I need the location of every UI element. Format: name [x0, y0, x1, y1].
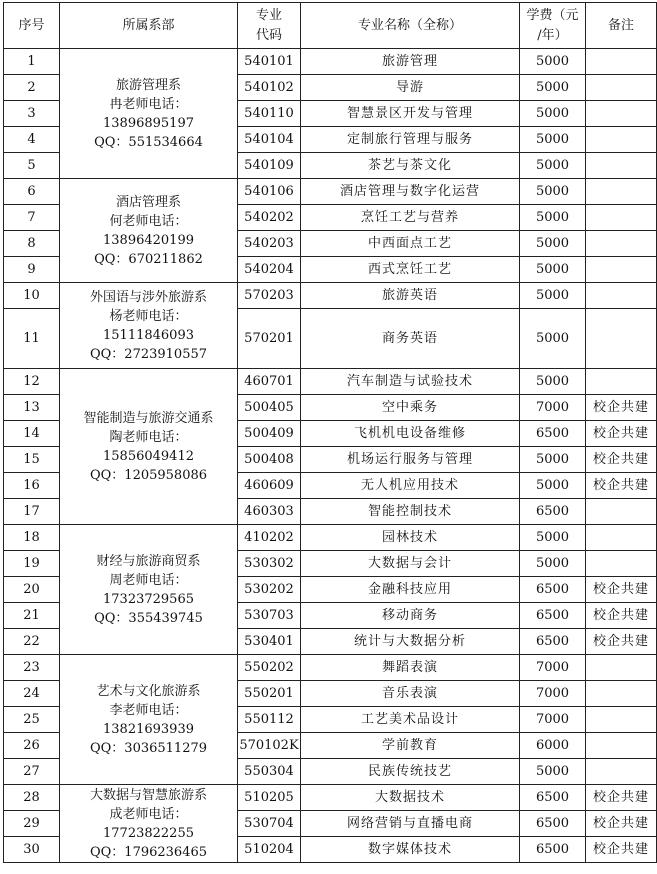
fee-cell: 5000: [520, 283, 586, 309]
dept-qq: QQ：670211862: [94, 251, 203, 267]
note-cell: 校企共建: [586, 447, 657, 473]
fee-cell: 5000: [520, 447, 586, 473]
dept-phone: 13821693939: [103, 721, 194, 737]
code-cell: 550112: [238, 707, 301, 733]
dept-qq: QQ：1205958086: [89, 467, 208, 483]
note-cell: 校企共建: [586, 811, 657, 837]
seq-cell: 10: [4, 283, 60, 309]
note-cell: [586, 681, 657, 707]
dept-cell: [60, 283, 238, 369]
code-cell: 540203: [238, 231, 301, 257]
code-cell: 500408: [238, 447, 301, 473]
code-cell: 500405: [238, 395, 301, 421]
header-code: [238, 3, 301, 49]
note-cell: 校企共建: [586, 785, 657, 811]
note-cell: 校企共建: [586, 577, 657, 603]
note-cell: 校企共建: [586, 629, 657, 655]
fee-cell: 7000: [520, 655, 586, 681]
note-cell: 校企共建: [586, 473, 657, 499]
note-cell: [586, 499, 657, 525]
seq-cell: 21: [4, 603, 60, 629]
dept-qq: QQ：551534664: [94, 134, 203, 150]
dept-name: 大数据与智慧旅游系: [89, 787, 207, 803]
name-cell: 金融科技应用: [301, 577, 520, 603]
fee-cell: 5000: [520, 525, 586, 551]
fee-cell: 7000: [520, 707, 586, 733]
note-cell: [586, 257, 657, 283]
dept-qq: QQ：2723910557: [89, 346, 208, 362]
fee-cell: 5000: [520, 231, 586, 257]
header-fee-line1: 学费（元: [526, 7, 579, 23]
note-cell: [586, 127, 657, 153]
fee-cell: 5000: [520, 257, 586, 283]
seq-cell: 17: [4, 499, 60, 525]
code-cell: 540102: [238, 75, 301, 101]
fee-cell: 5000: [520, 153, 586, 179]
dept-contact: 周老师电话：: [109, 572, 188, 588]
table-row: [4, 369, 657, 395]
fee-cell: 5000: [520, 179, 586, 205]
name-cell: 统计与大数据分析: [301, 629, 520, 655]
note-cell: 校企共建: [586, 603, 657, 629]
note-cell: [586, 101, 657, 127]
code-cell: 540106: [238, 179, 301, 205]
code-cell: 550304: [238, 759, 301, 785]
note-cell: [586, 75, 657, 101]
name-cell: 旅游管理: [301, 49, 520, 75]
dept-cell: [60, 369, 238, 525]
code-cell: 540202: [238, 205, 301, 231]
code-cell: 540101: [238, 49, 301, 75]
note-cell: [586, 179, 657, 205]
fee-cell: 6500: [520, 811, 586, 837]
code-cell: 540204: [238, 257, 301, 283]
fee-cell: 6000: [520, 733, 586, 759]
fee-cell: 6500: [520, 837, 586, 863]
name-cell: 无人机应用技术: [301, 473, 520, 499]
name-cell: 旅游英语: [301, 283, 520, 309]
header-name: 专业名称（全称）: [301, 3, 520, 49]
seq-cell: 23: [4, 655, 60, 681]
fee-cell: 6500: [520, 499, 586, 525]
note-cell: [586, 205, 657, 231]
name-cell: 酒店管理与数字化运营: [301, 179, 520, 205]
dept-cell: [60, 179, 238, 283]
code-cell: 570201: [238, 309, 301, 369]
dept-cell: [60, 49, 238, 179]
header-dept: 所属系部: [60, 3, 238, 49]
name-cell: 音乐表演: [301, 681, 520, 707]
name-cell: 中西面点工艺: [301, 231, 520, 257]
table-row: [4, 49, 657, 75]
dept-cell: [60, 785, 238, 863]
fee-cell: 5000: [520, 205, 586, 231]
dept-name: 艺术与文化旅游系: [96, 683, 201, 699]
dept-contact: 冉老师电话：: [109, 96, 188, 112]
fee-cell: 6500: [520, 421, 586, 447]
name-cell: 烹饪工艺与营养: [301, 205, 520, 231]
name-cell: 智慧景区开发与管理: [301, 101, 520, 127]
note-cell: [586, 707, 657, 733]
table-row: [4, 655, 657, 681]
name-cell: 西式烹饪工艺: [301, 257, 520, 283]
seq-cell: 6: [4, 179, 60, 205]
dept-phone: 15856049412: [103, 448, 194, 464]
fee-cell: 6500: [520, 785, 586, 811]
fee-cell: 5000: [520, 49, 586, 75]
name-cell: 网络营销与直播电商: [301, 811, 520, 837]
name-cell: 茶艺与茶文化: [301, 153, 520, 179]
note-cell: [586, 655, 657, 681]
name-cell: 导游: [301, 75, 520, 101]
header-code-line1: 专业: [255, 7, 282, 23]
fee-cell: 7000: [520, 681, 586, 707]
seq-cell: 25: [4, 707, 60, 733]
seq-cell: 7: [4, 205, 60, 231]
name-cell: 工艺美术品设计: [301, 707, 520, 733]
note-cell: [586, 551, 657, 577]
fee-cell: 6500: [520, 603, 586, 629]
table-row: [4, 785, 657, 811]
seq-cell: 9: [4, 257, 60, 283]
fee-cell: 6500: [520, 629, 586, 655]
seq-cell: 30: [4, 837, 60, 863]
code-cell: 500409: [238, 421, 301, 447]
name-cell: 学前教育: [301, 733, 520, 759]
seq-cell: 18: [4, 525, 60, 551]
fee-cell: 5000: [520, 473, 586, 499]
seq-cell: 4: [4, 127, 60, 153]
code-cell: 530703: [238, 603, 301, 629]
dept-qq: QQ：355439745: [94, 610, 203, 626]
name-cell: 数字媒体技术: [301, 837, 520, 863]
code-cell: 460609: [238, 473, 301, 499]
code-cell: 540110: [238, 101, 301, 127]
note-cell: [586, 369, 657, 395]
dept-phone: 17723822255: [103, 825, 194, 841]
dept-contact: 李老师电话：: [109, 702, 188, 718]
code-cell: 530202: [238, 577, 301, 603]
dept-name: 智能制造与旅游交通系: [83, 410, 214, 426]
note-cell: [586, 283, 657, 309]
dept-phone: 15111846093: [103, 327, 194, 343]
note-cell: 校企共建: [586, 421, 657, 447]
dept-contact: 成老师电话：: [109, 806, 188, 822]
note-cell: [586, 733, 657, 759]
note-cell: 校企共建: [586, 395, 657, 421]
seq-cell: 29: [4, 811, 60, 837]
code-cell: 540104: [238, 127, 301, 153]
code-cell: 540109: [238, 153, 301, 179]
code-cell: 570102K: [238, 733, 301, 759]
seq-cell: 22: [4, 629, 60, 655]
seq-cell: 13: [4, 395, 60, 421]
name-cell: 大数据与会计: [301, 551, 520, 577]
code-cell: 550202: [238, 655, 301, 681]
name-cell: 园林技术: [301, 525, 520, 551]
seq-cell: 2: [4, 75, 60, 101]
dept-name: 旅游管理系: [115, 77, 181, 93]
name-cell: 机场运行服务与管理: [301, 447, 520, 473]
code-cell: 510204: [238, 837, 301, 863]
seq-cell: 27: [4, 759, 60, 785]
major-fee-table: [3, 2, 657, 863]
header-code-line2: 代码: [255, 27, 282, 43]
dept-cell: [60, 655, 238, 785]
note-cell: [586, 49, 657, 75]
fee-cell: 5000: [520, 551, 586, 577]
table-header-row: [4, 3, 657, 49]
dept-cell: [60, 525, 238, 655]
seq-cell: 24: [4, 681, 60, 707]
header-seq: 序号: [4, 3, 60, 49]
seq-cell: 19: [4, 551, 60, 577]
code-cell: 510205: [238, 785, 301, 811]
table-row: [4, 525, 657, 551]
table-row: [4, 283, 657, 309]
code-cell: 460303: [238, 499, 301, 525]
name-cell: 空中乘务: [301, 395, 520, 421]
dept-contact: 何老师电话：: [109, 213, 188, 229]
code-cell: 550201: [238, 681, 301, 707]
note-cell: [586, 759, 657, 785]
header-fee-line2: /年）: [537, 27, 568, 43]
dept-contact: 杨老师电话：: [109, 308, 188, 324]
fee-cell: 5000: [520, 101, 586, 127]
seq-cell: 28: [4, 785, 60, 811]
code-cell: 530302: [238, 551, 301, 577]
fee-cell: 5000: [520, 309, 586, 369]
dept-phone: 17323729565: [103, 591, 194, 607]
header-fee: [520, 3, 586, 49]
dept-phone: 13896895197: [103, 115, 194, 131]
seq-cell: 14: [4, 421, 60, 447]
name-cell: 民族传统技艺: [301, 759, 520, 785]
seq-cell: 26: [4, 733, 60, 759]
note-cell: [586, 153, 657, 179]
fee-cell: 5000: [520, 127, 586, 153]
name-cell: 定制旅行管理与服务: [301, 127, 520, 153]
dept-phone: 13896420199: [103, 232, 194, 248]
seq-cell: 12: [4, 369, 60, 395]
seq-cell: 1: [4, 49, 60, 75]
name-cell: 移动商务: [301, 603, 520, 629]
seq-cell: 5: [4, 153, 60, 179]
code-cell: 530704: [238, 811, 301, 837]
seq-cell: 11: [4, 309, 60, 369]
seq-cell: 8: [4, 231, 60, 257]
name-cell: 舞蹈表演: [301, 655, 520, 681]
fee-cell: 5000: [520, 75, 586, 101]
seq-cell: 20: [4, 577, 60, 603]
dept-name: 酒店管理系: [115, 194, 181, 210]
seq-cell: 15: [4, 447, 60, 473]
name-cell: 智能控制技术: [301, 499, 520, 525]
fee-cell: 7000: [520, 395, 586, 421]
code-cell: 530401: [238, 629, 301, 655]
name-cell: 汽车制造与试验技术: [301, 369, 520, 395]
note-cell: [586, 231, 657, 257]
name-cell: 飞机机电设备维修: [301, 421, 520, 447]
code-cell: 410202: [238, 525, 301, 551]
fee-cell: 5000: [520, 369, 586, 395]
dept-qq: QQ：3036511279: [89, 740, 208, 756]
name-cell: 商务英语: [301, 309, 520, 369]
dept-name: 财经与旅游商贸系: [96, 553, 201, 569]
dept-contact: 陶老师电话：: [109, 429, 188, 445]
name-cell: 大数据技术: [301, 785, 520, 811]
seq-cell: 3: [4, 101, 60, 127]
dept-name: 外国语与涉外旅游系: [89, 289, 207, 305]
code-cell: 570203: [238, 283, 301, 309]
note-cell: [586, 525, 657, 551]
code-cell: 460701: [238, 369, 301, 395]
fee-cell: 6500: [520, 577, 586, 603]
fee-cell: 5000: [520, 759, 586, 785]
note-cell: 校企共建: [586, 837, 657, 863]
note-cell: [586, 309, 657, 369]
dept-qq: QQ：1796236465: [89, 844, 208, 860]
header-note: 备注: [586, 3, 657, 49]
table-row: [4, 179, 657, 205]
seq-cell: 16: [4, 473, 60, 499]
